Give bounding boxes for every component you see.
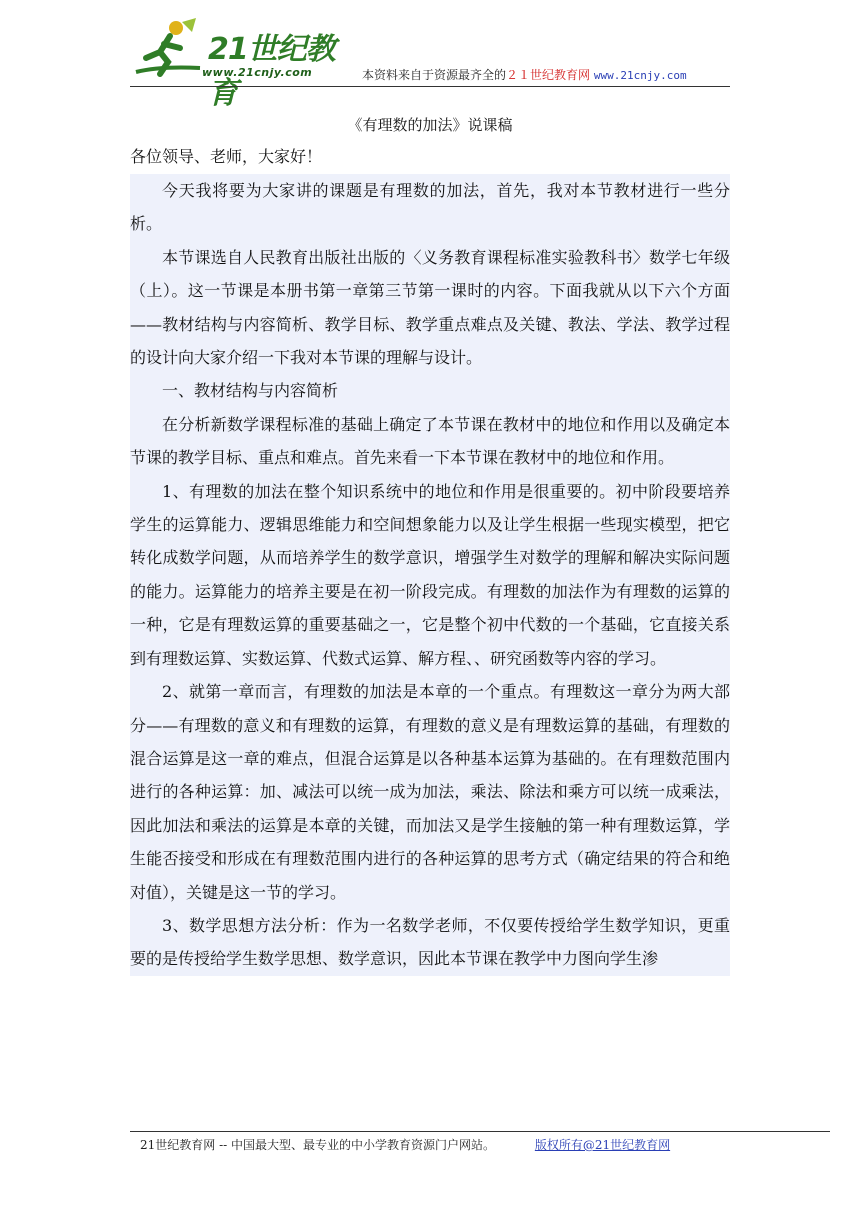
site-logo[interactable] [130,18,360,111]
section-heading: 一、教材结构与内容简析 [130,374,730,407]
header-divider [130,86,730,87]
page-header [130,14,730,111]
footer-text: 21世纪教育网 -- 中国最大型、最专业的中小学教育资源门户网站。 [140,1138,496,1152]
document-body [130,140,730,976]
document-title: 《有理数的加法》说课稿 [347,116,513,134]
paragraph: 3、数学思想方法分析：作为一名数学老师，不仅要传授给学生数学知识，更重要的是传授给学生数学思想、数学意识，因此本节课在教学中力图向学生渗 [130,909,730,976]
copyright-link[interactable]: 版权所有@21世纪教育网 [534,1138,671,1152]
logo-url: www.21cnjy.com [202,66,313,79]
paragraph: 在分析新数学课程标准的基础上确定了本节课在教材中的地位和作用以及确定本节课的教学目标、重点和难点。首先来看一下本节课在教材中的地位和作用。 [130,408,730,475]
header-note-prefix: 本资料来自于资源最齐全的 [362,68,507,82]
paragraph: 今天我将要为大家讲的课题是有理数的加法，首先，我对本节教材进行一些分析。 [130,174,730,241]
header-site-name[interactable]: ２１世纪教育网 [506,68,591,82]
header-site-url[interactable]: www.21cnjy.com [593,69,687,82]
paragraph: 2、就第一章而言，有理数的加法是本章的一个重点。有理数这一章分为两大部分——有理数的意义和有理数的运算，有理数的意义是有理数运算的基础，有理数的混合运算是这一章的难点，但混合运算是以各种基本运算为基础的。在有理数范围内进行的各种运算：加、减法可以统一成为加法，乘法、除法和乘方可以统一成乘法，因此加法和乘法的运算是本章的关键，而加法又是学生接触的第一种有理数运算，学生能否接受和形成在有理数范围内进行的各种运算的思考方式（确定结果的符合和绝对值），关键是这一节的学习。 [130,675,730,909]
paragraph: 1、有理数的加法在整个知识系统中的地位和作用是很重要的。初中阶段要培养学生的运算能力、逻辑思维能力和空间想象能力以及让学生根据一些现实模型，把它转化成数学问题，从而培养学生的数学意识，增强学生对数学的理解和解决实际问题的能力。运算能力的培养主要是在初一阶段完成。有理数的加法作为有理数的运算的一种，它是有理数运算的重要基础之一，它是整个初中代数的一个基础，它直接关系到有理数运算、实数运算、代数式运算、解方程、、研究函数等内容的学习。 [130,475,730,675]
runner-logo-icon [130,18,210,84]
greeting: 各位领导、老师，大家好！ [130,147,323,166]
page-footer [140,1136,670,1153]
logo-text: 21世纪教育 [208,32,335,111]
footer-divider [130,1131,830,1132]
paragraph: 本节课选自人民教育出版社出版的〈义务教育课程标准实验教科书〉数学七年级（上）。这一节课是本册书第一章第三节第一课时的内容。下面我就从以下六个方面——教材结构与内容简析、教学目标、教学重点难点及关键、教法、学法、教学过程的设计向大家介绍一下我对本节课的理解与设计。 [130,241,730,375]
header-note [362,66,687,83]
